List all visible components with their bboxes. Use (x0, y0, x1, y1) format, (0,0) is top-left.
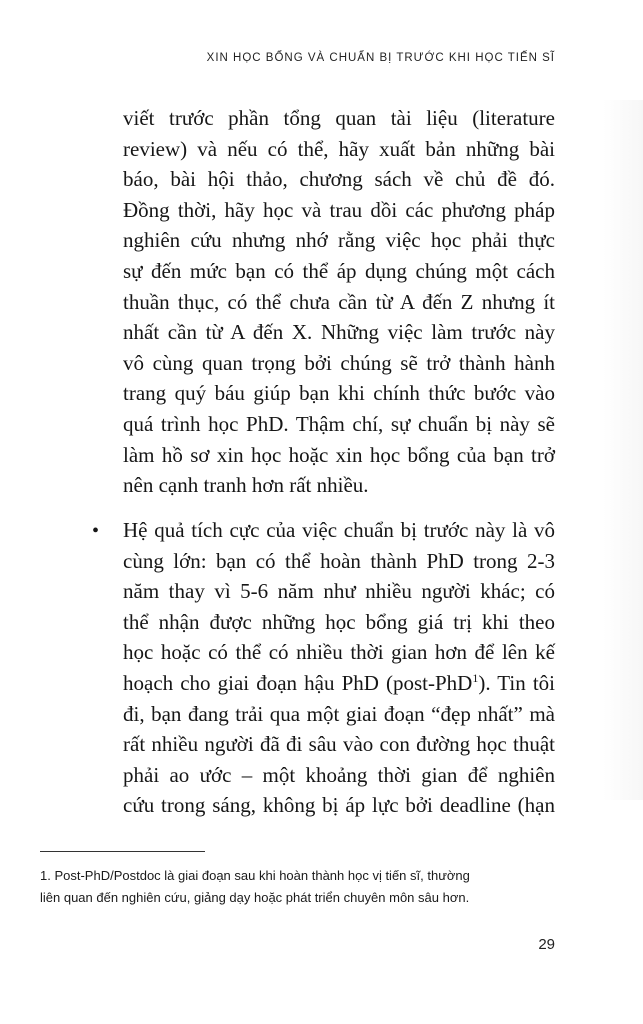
text-line: review) và nếu có thể, hãy xuất bản những bài (123, 136, 555, 161)
footnote-line: liên quan đến nghiên cứu, giảng dạy hoặc phát triển chuyên môn sâu hơn. (40, 890, 470, 905)
footnote (40, 865, 555, 909)
running-header: XIN HỌC BỔNG VÀ CHUẨN BỊ TRƯỚC KHI HỌC TIẾN SĨ (206, 52, 555, 64)
footnote-reference: 1 (472, 670, 479, 685)
text-line: vô cùng quan trọng bởi chúng sẽ trở thành hành (123, 350, 555, 375)
page-shadow (603, 100, 643, 800)
text-line: viết trước phần tổng quan tài liệu (literature (123, 106, 555, 130)
text-line: sự đến mức bạn có thể áp dụng chúng một cách (123, 258, 555, 283)
text-line: trang quý báu giúp bạn khi chính thức bước vào (123, 381, 555, 406)
text-line: học hoặc có thể có nhiều thời gian hơn để lên kế (123, 640, 555, 665)
paragraph-1 (123, 103, 555, 501)
text-line: nhất cần từ A đến X. Những việc làm trước này (123, 320, 555, 345)
footnote-divider (40, 851, 205, 852)
page-number: 29 (538, 936, 555, 953)
text-line: Hệ quả tích cực của việc chuẩn bị trước này là vô (123, 518, 555, 542)
text-line: thuần thục, có thể chưa cần từ A đến Z nhưng ít (123, 289, 555, 314)
footnote-line: 1. Post-PhD/Postdoc là giai đoạn sau khi hoàn thành học vị tiến sĩ, thường (40, 868, 470, 883)
text-line-with-footnote-ref (123, 668, 555, 699)
text-line: thể nhận được những học bổng giá trị khi theo (123, 609, 555, 634)
text-line: làm hồ sơ xin học hoặc xin học bổng của bạn trở (123, 442, 555, 467)
text-line: phải ao ước – một khoảng thời gian để nghiên (123, 762, 555, 787)
text-line: nên cạnh tranh hơn rất nhiều. (123, 473, 369, 498)
text-line: cứu trong sáng, không bị áp lực bởi deadline (hạn (123, 793, 555, 818)
text-fragment: ). Tin tôi (478, 670, 555, 695)
text-line: đi, bạn đang trải qua một giai đoạn “đẹp nhất” mà (123, 701, 555, 726)
text-line: rất nhiều người đã đi sâu vào con đường học thuật (123, 732, 555, 757)
bullet-paragraph (123, 515, 555, 821)
text-line: nghiên cứu nhưng nhớ rằng việc học phải thực (123, 228, 555, 253)
text-fragment: hoạch cho giai đoạn hậu PhD (post-PhD (123, 670, 473, 695)
bullet-icon: • (92, 520, 100, 542)
text-line: quá trình học PhD. Thậm chí, sự chuẩn bị này sẽ (123, 411, 555, 436)
text-line: năm thay vì 5-6 năm như nhiều người khác; có (123, 579, 555, 604)
text-line: cùng lớn: bạn có thể hoàn thành PhD trong 2-3 (123, 548, 555, 573)
text-line: báo, bài hội thảo, chương sách về chủ đề đó. (123, 167, 555, 192)
text-line: Đồng thời, hãy học và trau dồi các phương pháp (123, 197, 555, 222)
